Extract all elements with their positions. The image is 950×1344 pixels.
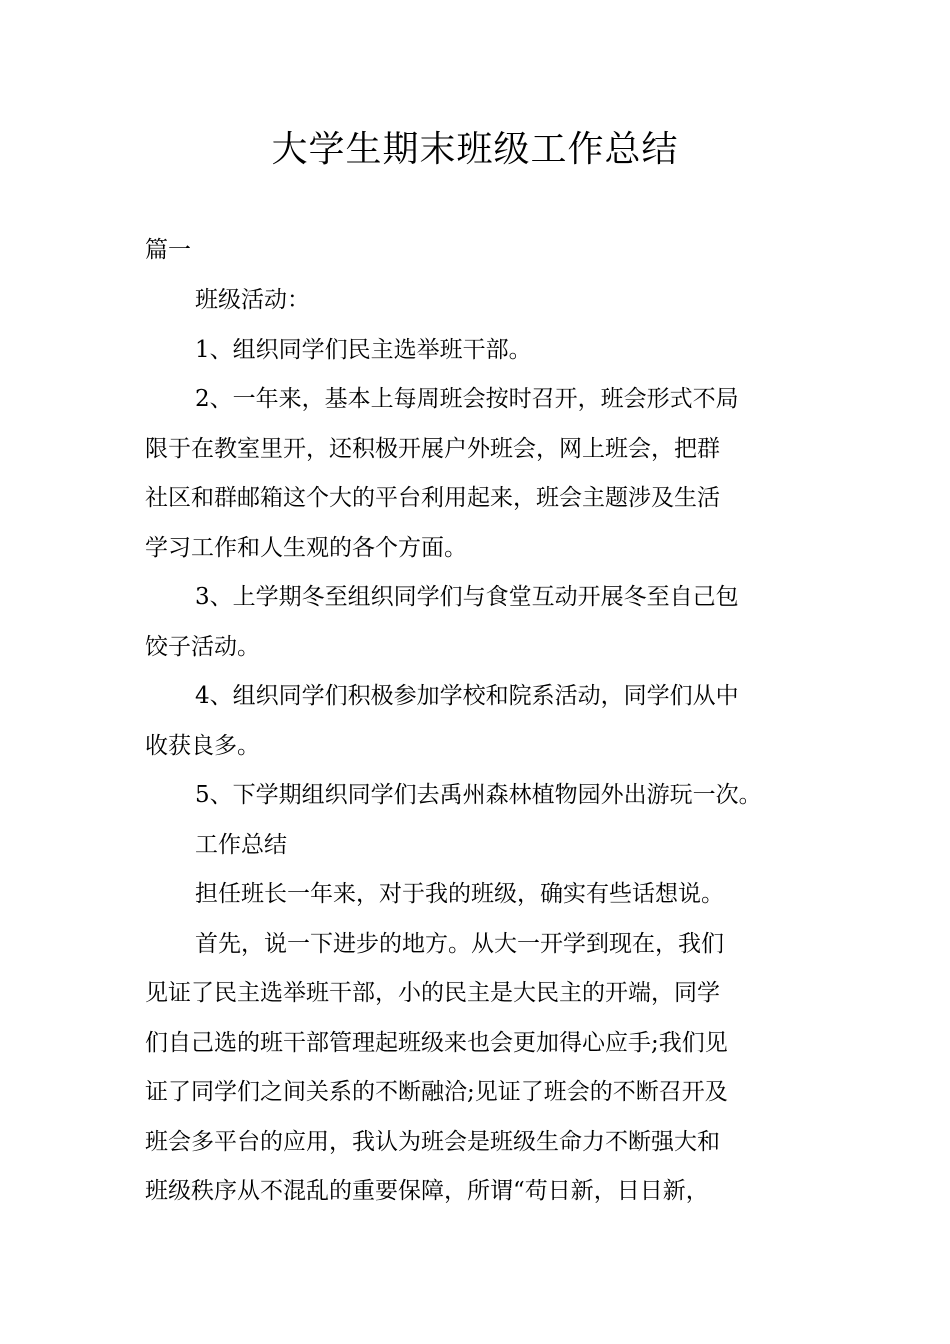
body-line: 1、组织同学们民主选举班干部。 [195, 336, 532, 363]
body-line: 工作总结 [195, 831, 287, 858]
body-line: 证了同学们之间关系的不断融洽;见证了班会的不断召开及 [145, 1079, 728, 1105]
body-line: 见证了民主选举班干部，小的民主是大民主的开端，同学 [145, 980, 720, 1006]
body-line: 班级活动： [195, 287, 310, 313]
body-line: 限于在教室里开，还积极开展户外班会，网上班会，把群 [145, 435, 720, 462]
body-line: 学习工作和人生观的各个方面。 [145, 534, 467, 561]
body-line: 担任班长一年来，对于我的班级，确实有些话想说。 [195, 881, 724, 907]
body-line: 班会多平台的应用，我认为班会是班级生命力不断强大和 [145, 1128, 720, 1155]
body-line: 饺子活动。 [145, 633, 260, 660]
body-line: 班级秩序从不混乱的重要保障，所谓“苟日新，日日新， [145, 1178, 709, 1204]
body-line: 5、下学期组织同学们去禹州森林植物园外出游玩一次。 [195, 782, 762, 808]
body-line: 3、上学期冬至组织同学们与食堂互动开展冬至自己包 [195, 584, 739, 610]
document-body [145, 276, 810, 1217]
section-label: 篇一 [145, 237, 191, 263]
body-line: 4、组织同学们积极参加学校和院系活动，同学们从中 [195, 683, 739, 709]
body-line: 2、一年来，基本上每周班会按时召开，班会形式不局 [195, 386, 739, 412]
body-line: 社区和群邮箱这个大的平台利用起来，班会主题涉及生活 [145, 485, 720, 511]
body-line: 们自己选的班干部管理起班级来也会更加得心应手;我们见 [145, 1029, 728, 1056]
body-line: 收获良多。 [145, 732, 260, 759]
body-line: 首先，说一下进步的地方。从大一开学到现在，我们 [195, 930, 724, 957]
document-title: 大学生期末班级工作总结 [271, 129, 679, 170]
